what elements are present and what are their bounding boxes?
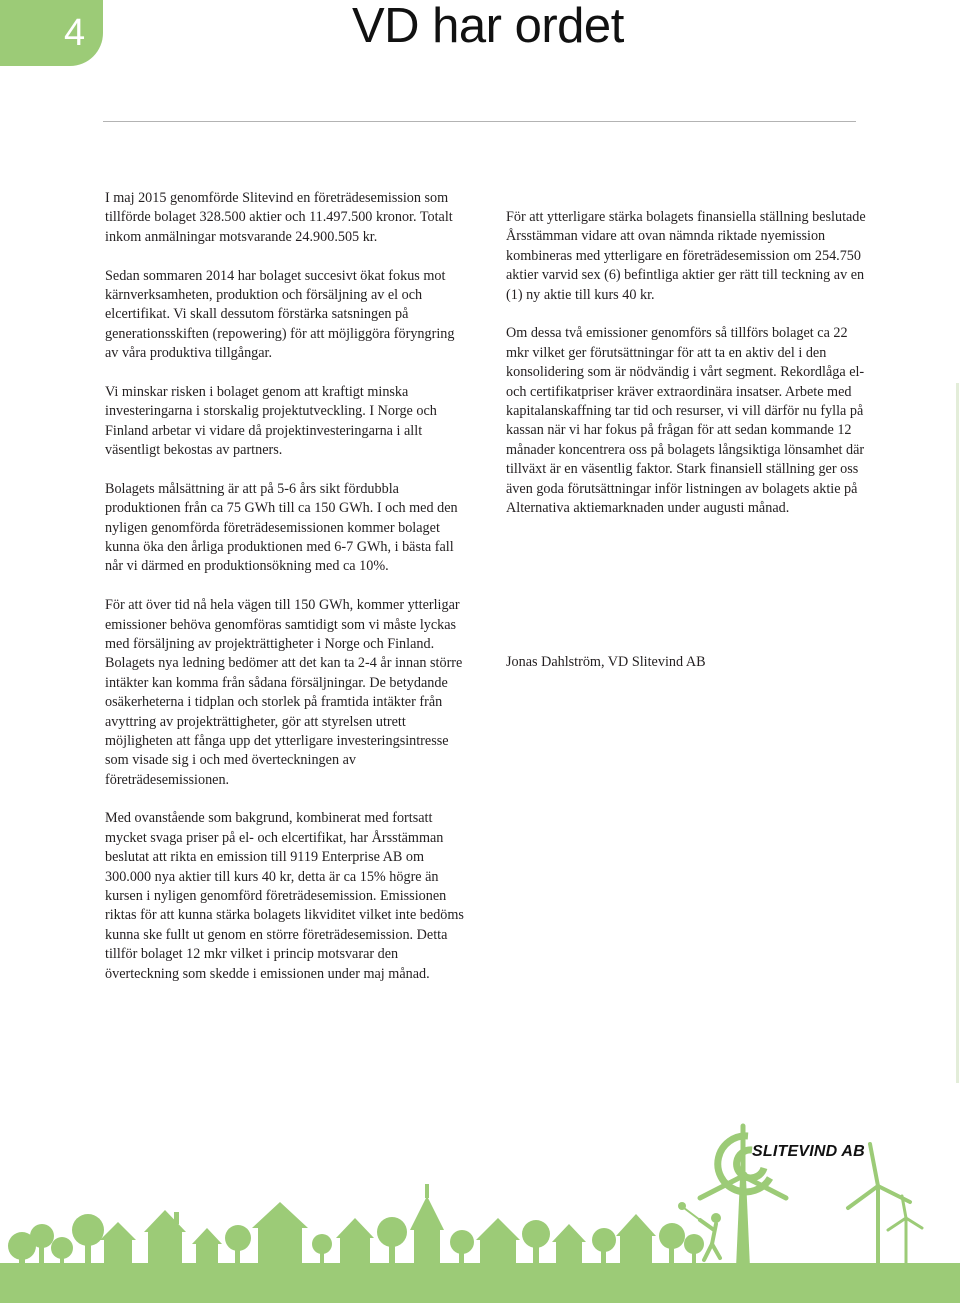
page-number: 4 — [64, 12, 86, 54]
company-logo-text: SLITEVIND AB — [752, 1143, 865, 1160]
signature: Jonas Dahlström, VD Slitevind AB — [506, 654, 706, 670]
wind-turbine-icon — [888, 1196, 922, 1266]
paragraph: För att över tid nå hela vägen till 150 GWh, kommer ytterligar emissioner behöva genomföras samtidigt som vi måste lyckas med försäljning av projekträttigheter i Norge och Finland. Bolagets nya ledning bedömer att det kan ta 2-4 år innan större intäkter kan komma från sådana försäljningar. De betydande osäkerheterna i tidplan och storlek på framtida intäkter från avyttring av projekträttigheter, gör att styrelsen utrett möjligheten att fånga upp det ytterligare investeringsintresse som visade sig i och med överteckningen av företrädesemissionen. — [105, 597, 463, 788]
right-text-column — [506, 208, 866, 538]
church-icon — [410, 1184, 444, 1264]
title-divider — [103, 121, 856, 122]
page-title: VD har ordet — [352, 0, 624, 53]
house-icon — [144, 1210, 186, 1264]
barn-icon — [252, 1202, 308, 1264]
paragraph: Vi minskar risken i bolaget genom att kraftigt minska investeringarna i storskalig projektutveckling. I Norge och Finland arbetar vi vidare då projektinvesteringarna i allt väsentligt bekostas av partners. — [105, 383, 437, 459]
house-icon — [476, 1218, 520, 1264]
wind-turbine-icon — [848, 1144, 910, 1266]
paragraph: I maj 2015 genomförde Slitevind en företrädesemission som tillförde bolaget 328.500 aktier och 11.497.500 kronor. Totalt inkom anmälningar motsvarande 24.900.505 kr. — [105, 190, 453, 245]
house-icon — [100, 1222, 136, 1264]
page-number-tab — [0, 0, 103, 66]
side-accent-line — [956, 383, 959, 1083]
house-icon — [336, 1218, 374, 1264]
paragraph: Med ovanstående som bakgrund, kombinerat med fortsatt mycket svaga priser på el- och elcertifikat, har Årsstämman beslutat att rikta en emission till 9119 Enterprise AB om 300.000 nya aktier till kurs 40 kr, detta är ca 15% högre än kursen i nyligen genomförd företrädesemission. Emissionen riktas för att kunna stärka bolagets likviditet vilket inte bedöms kunna ske fullt ut genom en större företrädesemission. Detta tillför bolaget 12 mkr vilket i princip motsvarar den överteckning som skedde i emissionen under maj månad. — [105, 810, 464, 982]
house-icon — [552, 1224, 586, 1264]
house-icon — [616, 1214, 656, 1264]
paragraph: För att ytterligare stärka bolagets finansiella ställning beslutade Årsstämman vidare att ovan nämnda riktade nyemission kombineras med ytterligare en företrädesemission om 254.750 aktier varvid sex (6) befintliga aktier ger rätt till teckning av en (1) ny aktie till kurs 40 kr. — [506, 209, 866, 303]
left-text-column — [105, 189, 465, 1003]
ground — [0, 1263, 960, 1303]
house-icon — [192, 1228, 222, 1264]
paragraph: Bolagets målsättning är att på 5-6 års sikt fördubbla produktionen från ca 75 GWh till ca 150 GWh. I och med den nyligen genomförda företrädesemissionen kommer bolaget kunna öka den årliga produktionen med 6-7 GWh, i bästa fall når vi därmed en produktionsökning med ca 10%. — [105, 480, 458, 575]
paragraph: Om dessa två emissioner genomförs så tillförs bolaget ca 22 mkr vilket ger förutsättningar för att ta en aktiv del i den konsolidering som är nödvändig i vårt segment. Rekordlåga el- och certifikatpriser kräver extraordinära insatser. Arbete med kapitalanskaffning tar tid och resurser, vi vill därför nu fylla på kassan när vi har fokus på frågan för att sedan kommande 12 månader koncentrera oss på bolagets långsiktiga lönsamhet där tillväxt är en väsentlig faktor. Stark finansiell ställning ger oss även goda förutsättningar inför listningen av bolagets aktie på Alternativa aktiemarknaden under augusti månad. — [506, 325, 865, 516]
paragraph: Sedan sommaren 2014 har bolaget succesivt ökat fokus mot kärnverksamheten, produktion och försäljning av el och elcertifikat. Vi skall dessutom förstärka satsningen på generationsskiften (repowering) för att möjliggöra föryngring av våra produktiva tillgångar. — [105, 267, 455, 362]
